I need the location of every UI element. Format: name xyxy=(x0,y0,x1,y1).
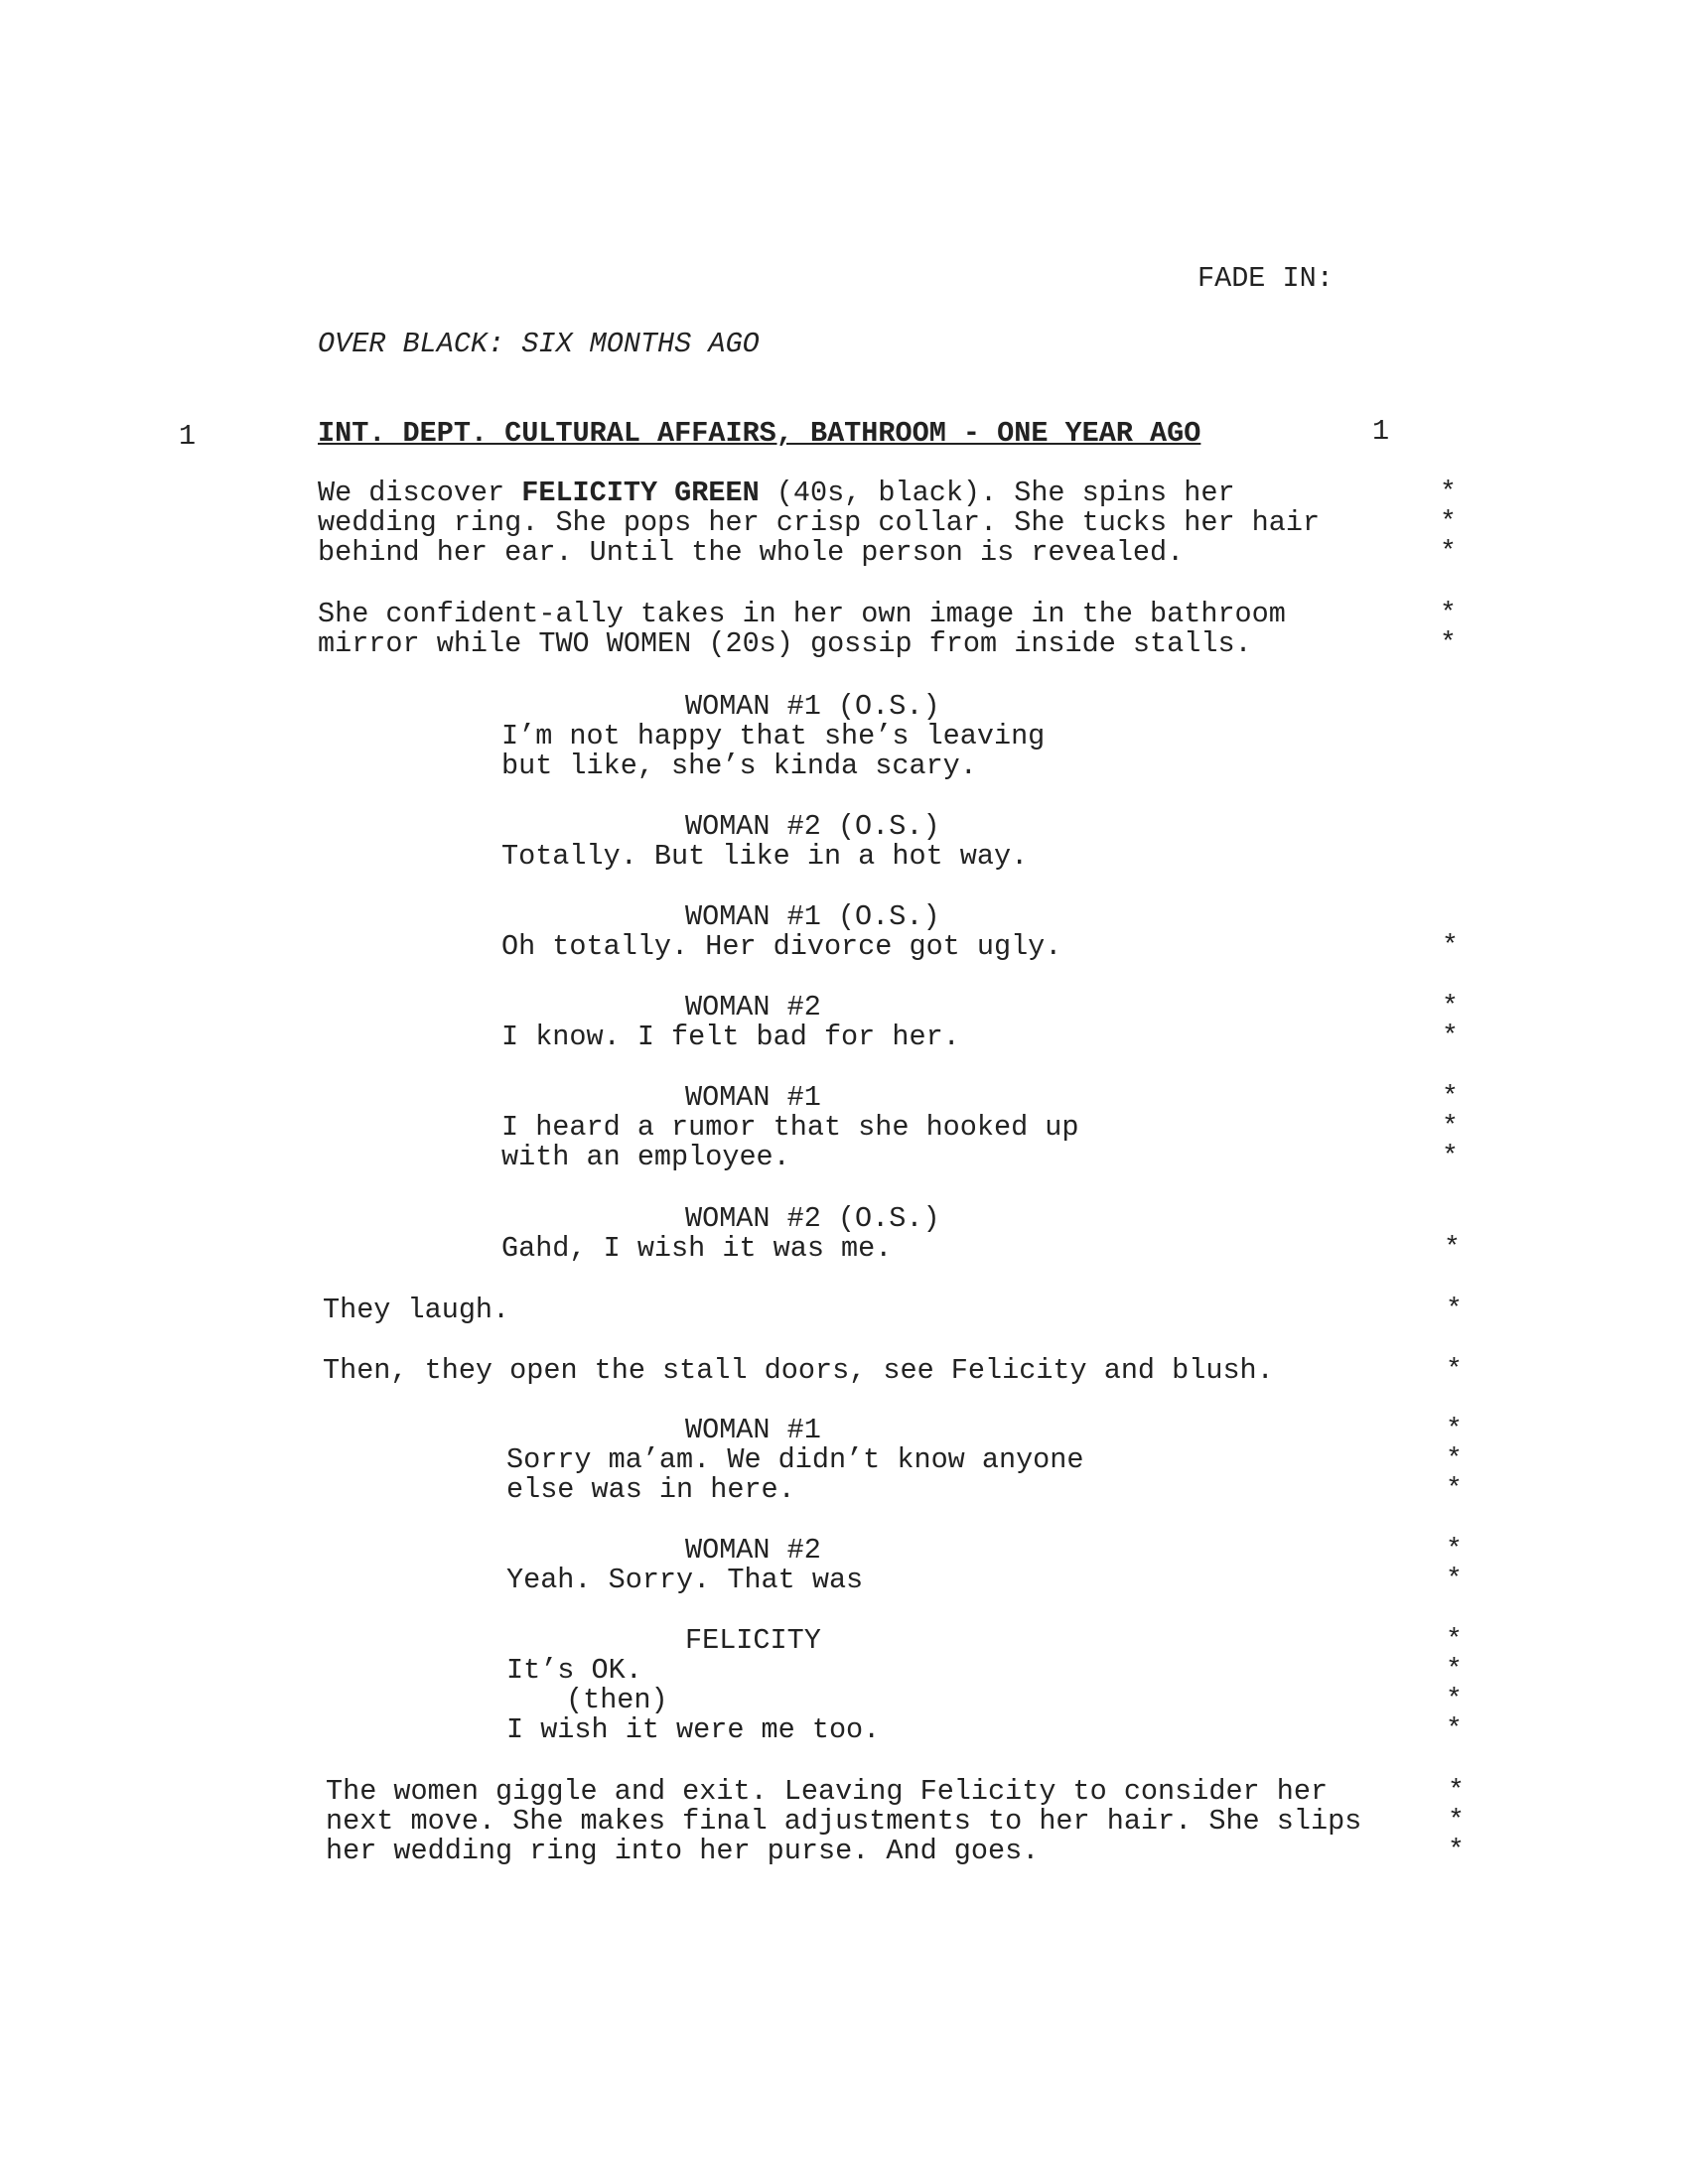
scene-number-right: 1 xyxy=(1372,415,1390,448)
action-line: mirror while TWO WOMEN (20s) gossip from inside stalls. xyxy=(318,627,1252,660)
revision-mark: * xyxy=(1444,1233,1461,1264)
revision-mark: * xyxy=(1446,1685,1463,1715)
action-text: (40s, black). She spins her xyxy=(759,477,1235,509)
character-cue: WOMAN #2 (O.S.) xyxy=(685,810,940,843)
action-line: behind her ear. Until the whole person is revealed. xyxy=(318,536,1185,569)
dialogue-line: with an employee. xyxy=(501,1141,790,1173)
character-intro: FELICITY GREEN xyxy=(521,477,760,509)
revision-mark: * xyxy=(1446,1355,1463,1386)
character-cue: WOMAN #2 (O.S.) xyxy=(685,1202,940,1235)
revision-mark: * xyxy=(1446,1565,1463,1595)
revision-mark: * xyxy=(1448,1836,1465,1866)
dialogue-line: but like, she’s kinda scary. xyxy=(501,750,977,782)
action-text: We discover xyxy=(318,477,522,509)
revision-mark: * xyxy=(1442,1082,1459,1113)
revision-mark: * xyxy=(1442,1142,1459,1172)
revision-mark: * xyxy=(1440,537,1457,568)
action-line: The women giggle and exit. Leaving Felicity to consider her xyxy=(326,1775,1329,1808)
dialogue-line: Oh totally. Her divorce got ugly. xyxy=(501,930,1062,963)
dialogue-line: I heard a rumor that she hooked up xyxy=(501,1111,1079,1144)
revision-mark: * xyxy=(1442,1112,1459,1143)
dialogue-line: I know. I felt bad for her. xyxy=(501,1021,960,1053)
character-cue: WOMAN #1 (O.S.) xyxy=(685,690,940,723)
dialogue-line: I wish it were me too. xyxy=(506,1713,881,1746)
revision-mark: * xyxy=(1446,1474,1463,1505)
revision-mark: * xyxy=(1448,1776,1465,1807)
dialogue-line: It’s OK. xyxy=(506,1654,642,1687)
revision-mark: * xyxy=(1442,931,1459,962)
action-line: They laugh. xyxy=(323,1294,510,1326)
character-cue: FELICITY xyxy=(685,1624,821,1657)
revision-mark: * xyxy=(1446,1444,1463,1475)
revision-mark: * xyxy=(1446,1415,1463,1445)
character-cue: WOMAN #2 xyxy=(685,991,821,1024)
action-line xyxy=(318,478,1235,508)
revision-mark: * xyxy=(1440,628,1457,659)
revision-mark: * xyxy=(1446,1535,1463,1566)
character-cue: WOMAN #1 xyxy=(685,1414,821,1446)
character-cue: WOMAN #2 xyxy=(685,1534,821,1567)
superimpose-line: OVER BLACK: SIX MONTHS AGO xyxy=(318,328,760,360)
revision-mark: * xyxy=(1446,1625,1463,1656)
dialogue-line: I’m not happy that she’s leaving xyxy=(501,720,1046,752)
action-line: next move. She makes final adjustments to her hair. She slips xyxy=(326,1805,1362,1838)
action-line: wedding ring. She pops her crisp collar. She tucks her hair xyxy=(318,506,1321,539)
revision-mark: * xyxy=(1446,1655,1463,1686)
revision-mark: * xyxy=(1440,507,1457,538)
parenthetical: (then) xyxy=(566,1684,668,1716)
revision-mark: * xyxy=(1446,1295,1463,1325)
revision-mark: * xyxy=(1442,992,1459,1023)
action-line: her wedding ring into her purse. And goes. xyxy=(326,1835,1040,1867)
scene-number-left: 1 xyxy=(179,420,197,453)
revision-mark: * xyxy=(1448,1806,1465,1837)
action-line: Then, they open the stall doors, see Felicity and blush. xyxy=(323,1354,1274,1387)
dialogue-line: else was in here. xyxy=(506,1473,795,1506)
character-cue: WOMAN #1 (O.S.) xyxy=(685,900,940,933)
dialogue-line: Yeah. Sorry. That was xyxy=(506,1564,864,1596)
action-line: She confident-ally takes in her own image in the bathroom xyxy=(318,598,1286,630)
dialogue-line: Gahd, I wish it was me. xyxy=(501,1232,893,1265)
revision-mark: * xyxy=(1446,1714,1463,1745)
dialogue-line: Totally. But like in a hot way. xyxy=(501,840,1029,873)
revision-mark: * xyxy=(1442,1022,1459,1052)
scene-heading: INT. DEPT. CULTURAL AFFAIRS, BATHROOM - ONE YEAR AGO xyxy=(318,417,1201,450)
dialogue-line: Sorry ma’am. We didn’t know anyone xyxy=(506,1443,1084,1476)
revision-mark: * xyxy=(1440,599,1457,629)
transition: FADE IN: xyxy=(1197,262,1334,295)
revision-mark: * xyxy=(1440,478,1457,508)
character-cue: WOMAN #1 xyxy=(685,1081,821,1114)
